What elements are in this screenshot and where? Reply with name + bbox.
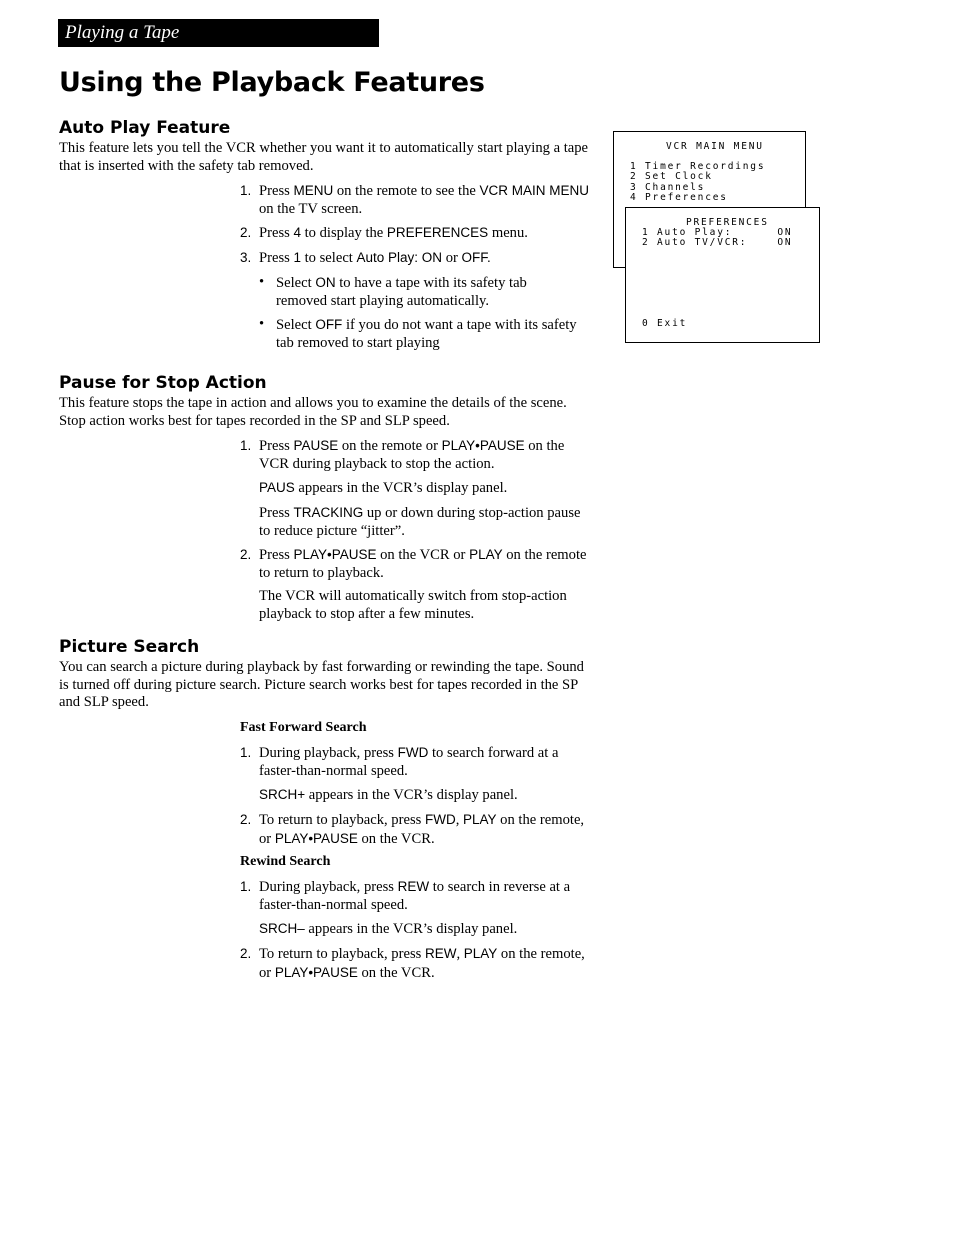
- preferences-menu-screen: [625, 207, 820, 343]
- search-heading: Picture Search: [59, 637, 200, 657]
- auto-play-bullet-off: • Select OFF if you do not want a tape with its safety tab removed to start playing: [259, 316, 577, 351]
- main-menu-item: 1 Timer Recordings: [630, 161, 766, 172]
- step-number: 2.: [240, 225, 252, 240]
- main-menu-item: 2 Set Clock: [630, 171, 713, 182]
- rew-note-srch-minus: SRCH– appears in the VCR’s display panel.: [259, 921, 518, 937]
- preferences-exit: 0 Exit: [642, 318, 688, 329]
- ff-note-srch-plus: SRCH+ appears in the VCR’s display panel.: [259, 787, 518, 803]
- auto-play-step-2: 2. Press 4 to display the PREFERENCES menu.: [240, 225, 528, 241]
- pause-note-paus: PAUS appears in the VCR’s display panel.: [259, 480, 508, 496]
- rew-step-2: 2. To return to playback, press REW, PLAY on the remote, or PLAY•PAUSE on the VCR.: [240, 946, 585, 981]
- auto-play-intro: This feature lets you tell the VCR whether you want it to automatically start playing a tape that is inserted with the safety tab removed.: [59, 140, 589, 174]
- page-title: Using the Playback Features: [59, 67, 485, 98]
- preferences-item: 1 Auto Play: ON: [642, 227, 793, 238]
- section-tab: Playing a Tape: [58, 19, 379, 47]
- step-number: 2.: [240, 946, 252, 961]
- step-number: 2.: [240, 547, 252, 562]
- search-intro: You can search a picture during playback by fast forwarding or rewinding the tape. Sound is turned off during picture search. Picture search works best for tapes recorded in the SP and SLP speed.: [59, 659, 584, 710]
- preferences-title: PREFERENCES: [686, 217, 769, 228]
- pause-step-2: 2. Press PLAY•PAUSE on the VCR or PLAY on the remote to return to playback.: [240, 547, 587, 581]
- pause-note-tracking: Press TRACKING up or down during stop-action pause to reduce picture “jitter”.: [259, 505, 581, 539]
- bullet-dot: •: [259, 274, 265, 290]
- step-number: 1.: [240, 879, 252, 894]
- rew-step-1: 1. During playback, press REW to search in reverse at a faster-than-normal speed.: [240, 879, 571, 913]
- rewind-subheading: Rewind Search: [240, 854, 331, 869]
- ff-step-1: 1. During playback, press FWD to search forward at a faster-than-normal speed.: [240, 745, 559, 779]
- bullet-dot: •: [259, 316, 265, 332]
- fast-forward-subheading: Fast Forward Search: [240, 720, 367, 735]
- pause-heading: Pause for Stop Action: [59, 373, 267, 393]
- step-number: 1.: [240, 183, 252, 198]
- auto-play-step-1: 1. Press MENU on the remote to see the VCR MAIN MENU on the TV screen.: [240, 183, 590, 217]
- step-number: 1.: [240, 438, 252, 453]
- pause-step-1: 1. Press PAUSE on the remote or PLAY•PAUSE on the VCR during playback to stop the action.: [240, 438, 565, 472]
- ff-step-2: 2. To return to playback, press FWD, PLAY on the remote, or PLAY•PAUSE on the VCR.: [240, 812, 585, 847]
- auto-play-step-3: 3. Press 1 to select Auto Play: ON or OFF.: [240, 250, 491, 266]
- auto-play-heading: Auto Play Feature: [59, 118, 231, 138]
- step-number: 3.: [240, 250, 252, 265]
- main-menu-item: 4 Preferences: [630, 192, 728, 203]
- pause-intro: This feature stops the tape in action and allows you to examine the details of the scene. Stop action works best for tapes recorded in the SP and SLP speed.: [59, 395, 567, 429]
- step-number: 1.: [240, 745, 252, 760]
- main-menu-item: 3 Channels: [630, 182, 706, 193]
- step-number: 2.: [240, 812, 252, 827]
- preferences-item: 2 Auto TV/VCR: ON: [642, 237, 793, 248]
- auto-play-bullet-on: • Select ON to have a tape with its safety tab removed start playing automatically.: [259, 274, 527, 309]
- main-menu-title: VCR MAIN MENU: [666, 141, 764, 152]
- pause-note-auto-switch: The VCR will automatically switch from stop-action playback to stop after a few minutes.: [259, 588, 567, 622]
